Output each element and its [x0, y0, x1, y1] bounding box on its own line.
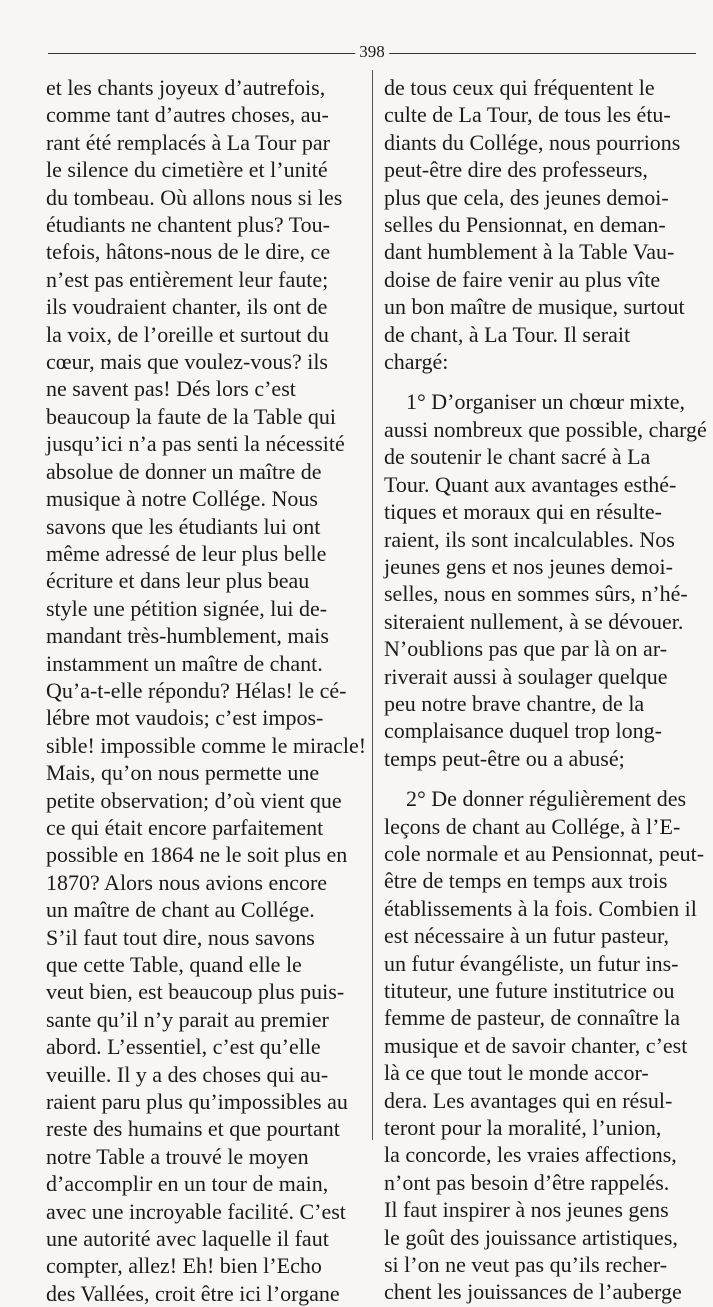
- text-line: que cette Table, quand elle le: [46, 952, 302, 977]
- text-line: veuille. Il y a des choses qui au-: [46, 1061, 329, 1087]
- text-line: teront pour la moralité, l’union,: [384, 1115, 662, 1141]
- text-line: raient, ils sont incalculables. Nos: [384, 526, 675, 552]
- text-line: avec une incroyable facilité. C’est: [46, 1198, 346, 1224]
- text-line: mandant très-humblement, mais: [46, 623, 329, 649]
- text-line: sante qu’il n’y parait au premier: [46, 1006, 329, 1032]
- text-line: écriture et dans leur plus beau: [46, 568, 310, 594]
- text-line: femme de pasteur, de connaître la: [384, 1005, 680, 1031]
- text-line: Mais, qu’on nous permette une: [46, 760, 320, 786]
- text-line: petite observation; d’où vient que: [46, 787, 342, 813]
- text-line: instamment un maître de chant.: [46, 650, 323, 676]
- text-line: comme tant d’autres choses, au-: [46, 102, 329, 128]
- text-line: un maître de chant au Collége.: [46, 897, 315, 923]
- text-line: Il faut inspirer à nos jeunes gens: [384, 1197, 669, 1223]
- text-line: rant été remplacés à La Tour par: [46, 129, 330, 155]
- text-line: 1870? Alors nous avions encore: [46, 869, 328, 895]
- text-line: n’est pas entièrement leur faute;: [46, 266, 329, 292]
- text-line: complaisance duquel trop long-: [384, 718, 662, 744]
- text-line: veut bien, est beaucoup plus puis-: [46, 979, 345, 1005]
- text-line: Tour. Quant aux avantages esthé-: [384, 471, 677, 497]
- text-line: sible! impossible comme le miracle!: [46, 732, 367, 758]
- text-line: siteraient nullement, à se dévouer.: [384, 608, 684, 634]
- text-line: diants du Collége, nous pourrions: [384, 129, 681, 155]
- text-line: chargé:: [384, 349, 449, 375]
- text-line: savons que les étudiants lui ont: [46, 513, 321, 539]
- text-line: peut-être dire des professeurs,: [384, 157, 648, 183]
- text-line: Qu’a-t-elle répondu? Hélas! le cé-: [46, 677, 347, 703]
- text-line: cœur, mais que voulez-vous? ils: [46, 349, 328, 375]
- text-line: possible en 1864 ne le soit plus en: [46, 842, 348, 868]
- text-line: culte de La Tour, de tous les étu-: [384, 102, 671, 128]
- text-line: étudiants ne chantent plus? Tou-: [46, 212, 330, 238]
- text-line: un bon maître de musique, surtout: [384, 294, 685, 320]
- text-line: établissements à la fois. Combien il: [384, 895, 697, 921]
- text-line: S’il faut tout dire, nous savons: [46, 924, 315, 950]
- text-line: doise de faire venir au plus vîte: [384, 266, 661, 292]
- text-line: leçons de chant au Collége, à l’E-: [384, 813, 681, 839]
- page-header: [48, 41, 696, 63]
- text-line: une autorité avec laquelle il faut: [46, 1226, 329, 1252]
- text-line: le goût des jouissance artistiques,: [384, 1224, 678, 1250]
- right-column: [384, 74, 707, 1306]
- text-line: si l’on ne veut pas qu’ils recher-: [384, 1252, 668, 1278]
- text-line: tefois, hâtons-nous de le dire, ce: [46, 239, 331, 265]
- text-line: riverait aussi à soulager quelque: [384, 663, 668, 689]
- paragraph-gap: [384, 772, 700, 785]
- text-line: raient paru plus qu’impossibles au: [46, 1089, 348, 1115]
- text-line: temps peut-être ou a abusé;: [384, 745, 625, 771]
- page-number: 398: [355, 41, 389, 63]
- paragraph-gap: [384, 375, 700, 388]
- text-line: de soutenir le chant sacré à La: [384, 444, 651, 470]
- right-paragraph-2: [384, 388, 707, 772]
- text-line: reste des humains et que pourtant: [46, 1116, 340, 1142]
- text-line: et les chants joyeux d’autrefois,: [46, 75, 326, 100]
- text-line: de chant, à La Tour. Il serait: [384, 321, 631, 347]
- text-line: cole normale et au Pensionnat, peut-: [384, 840, 705, 866]
- text-line: du tombeau. Où allons nous si les: [46, 184, 343, 210]
- text-line: là ce que tout le monde accor-: [384, 1060, 649, 1086]
- text-line: abord. L’essentiel, c’est qu’elle: [46, 1034, 321, 1060]
- text-line: musique et de savoir chanter, c’est: [384, 1032, 688, 1058]
- right-paragraph-3: [384, 785, 705, 1306]
- text-line: dant humblement à la Table Vau-: [384, 239, 675, 265]
- text-line: absolue de donner un maître de: [46, 458, 322, 484]
- text-line: n’ont pas besoin d’être rappelés.: [384, 1169, 670, 1195]
- left-column: [46, 74, 367, 1307]
- text-line: notre Table a trouvé le moyen: [46, 1143, 309, 1169]
- text-line: ce qui était encore parfaitement: [46, 814, 324, 840]
- text-line: même adressé de leur plus belle: [46, 540, 327, 566]
- right-paragraph-1: [384, 74, 700, 375]
- left-paragraph: [46, 74, 367, 1307]
- text-line: être de temps en temps aux trois: [384, 868, 668, 894]
- text-line: la voix, de l’oreille et surtout du: [46, 321, 329, 347]
- text-line: plus que cela, des jeunes demoi-: [384, 184, 669, 210]
- text-line: selles, nous en sommes sûrs, n’hé-: [384, 581, 688, 607]
- text-line: 1° D’organiser un chœur mixte,: [406, 389, 686, 415]
- text-line: la concorde, les vraies affections,: [384, 1142, 677, 1168]
- text-line: de tous ceux qui fréquentent le: [384, 75, 655, 100]
- text-line: un futur évangéliste, un futur ins-: [384, 950, 679, 976]
- text-line: ils voudraient chanter, ils ont de: [46, 294, 328, 320]
- text-line: tiques et moraux qui en résulte-: [384, 499, 662, 525]
- text-line: jeunes gens et nos jeunes demoi-: [384, 553, 673, 579]
- column-divider: [372, 70, 373, 1140]
- text-line: musique à notre Collége. Nous: [46, 486, 318, 512]
- text-line: 2° De donner régulièrement des: [406, 786, 687, 812]
- text-line: est nécessaire à un futur pasteur,: [384, 923, 670, 949]
- text-line: le silence du cimetière et l’unité: [46, 157, 328, 183]
- text-line: ne savent pas! Dés lors c’est: [46, 376, 296, 402]
- text-line: chent les jouissances de l’auberge: [384, 1279, 682, 1305]
- text-line: selles du Pensionnat, en deman-: [384, 212, 666, 238]
- text-line: style une pétition signée, lui de-: [46, 595, 328, 621]
- text-line: lébre mot vaudois; c’est impos-: [46, 705, 324, 731]
- text-line: aussi nombreux que possible, chargé: [384, 416, 707, 442]
- text-line: tituteur, une future institutrice ou: [384, 978, 675, 1003]
- text-line: beaucoup la faute de la Table qui: [46, 403, 337, 429]
- text-line: des Vallées, croit être ici l’organe: [46, 1280, 340, 1306]
- text-line: dera. Les avantages qui en résul-: [384, 1087, 673, 1113]
- text-line: N’oublions pas que par là on ar-: [384, 636, 668, 662]
- text-line: compter, allez! Eh! bien l’Echo: [46, 1253, 322, 1279]
- text-line: peu notre brave chantre, de la: [384, 690, 645, 716]
- text-line: jusqu’ici n’a pas senti la nécessité: [46, 431, 345, 457]
- text-line: d’accomplir en un tour de main,: [46, 1171, 329, 1197]
